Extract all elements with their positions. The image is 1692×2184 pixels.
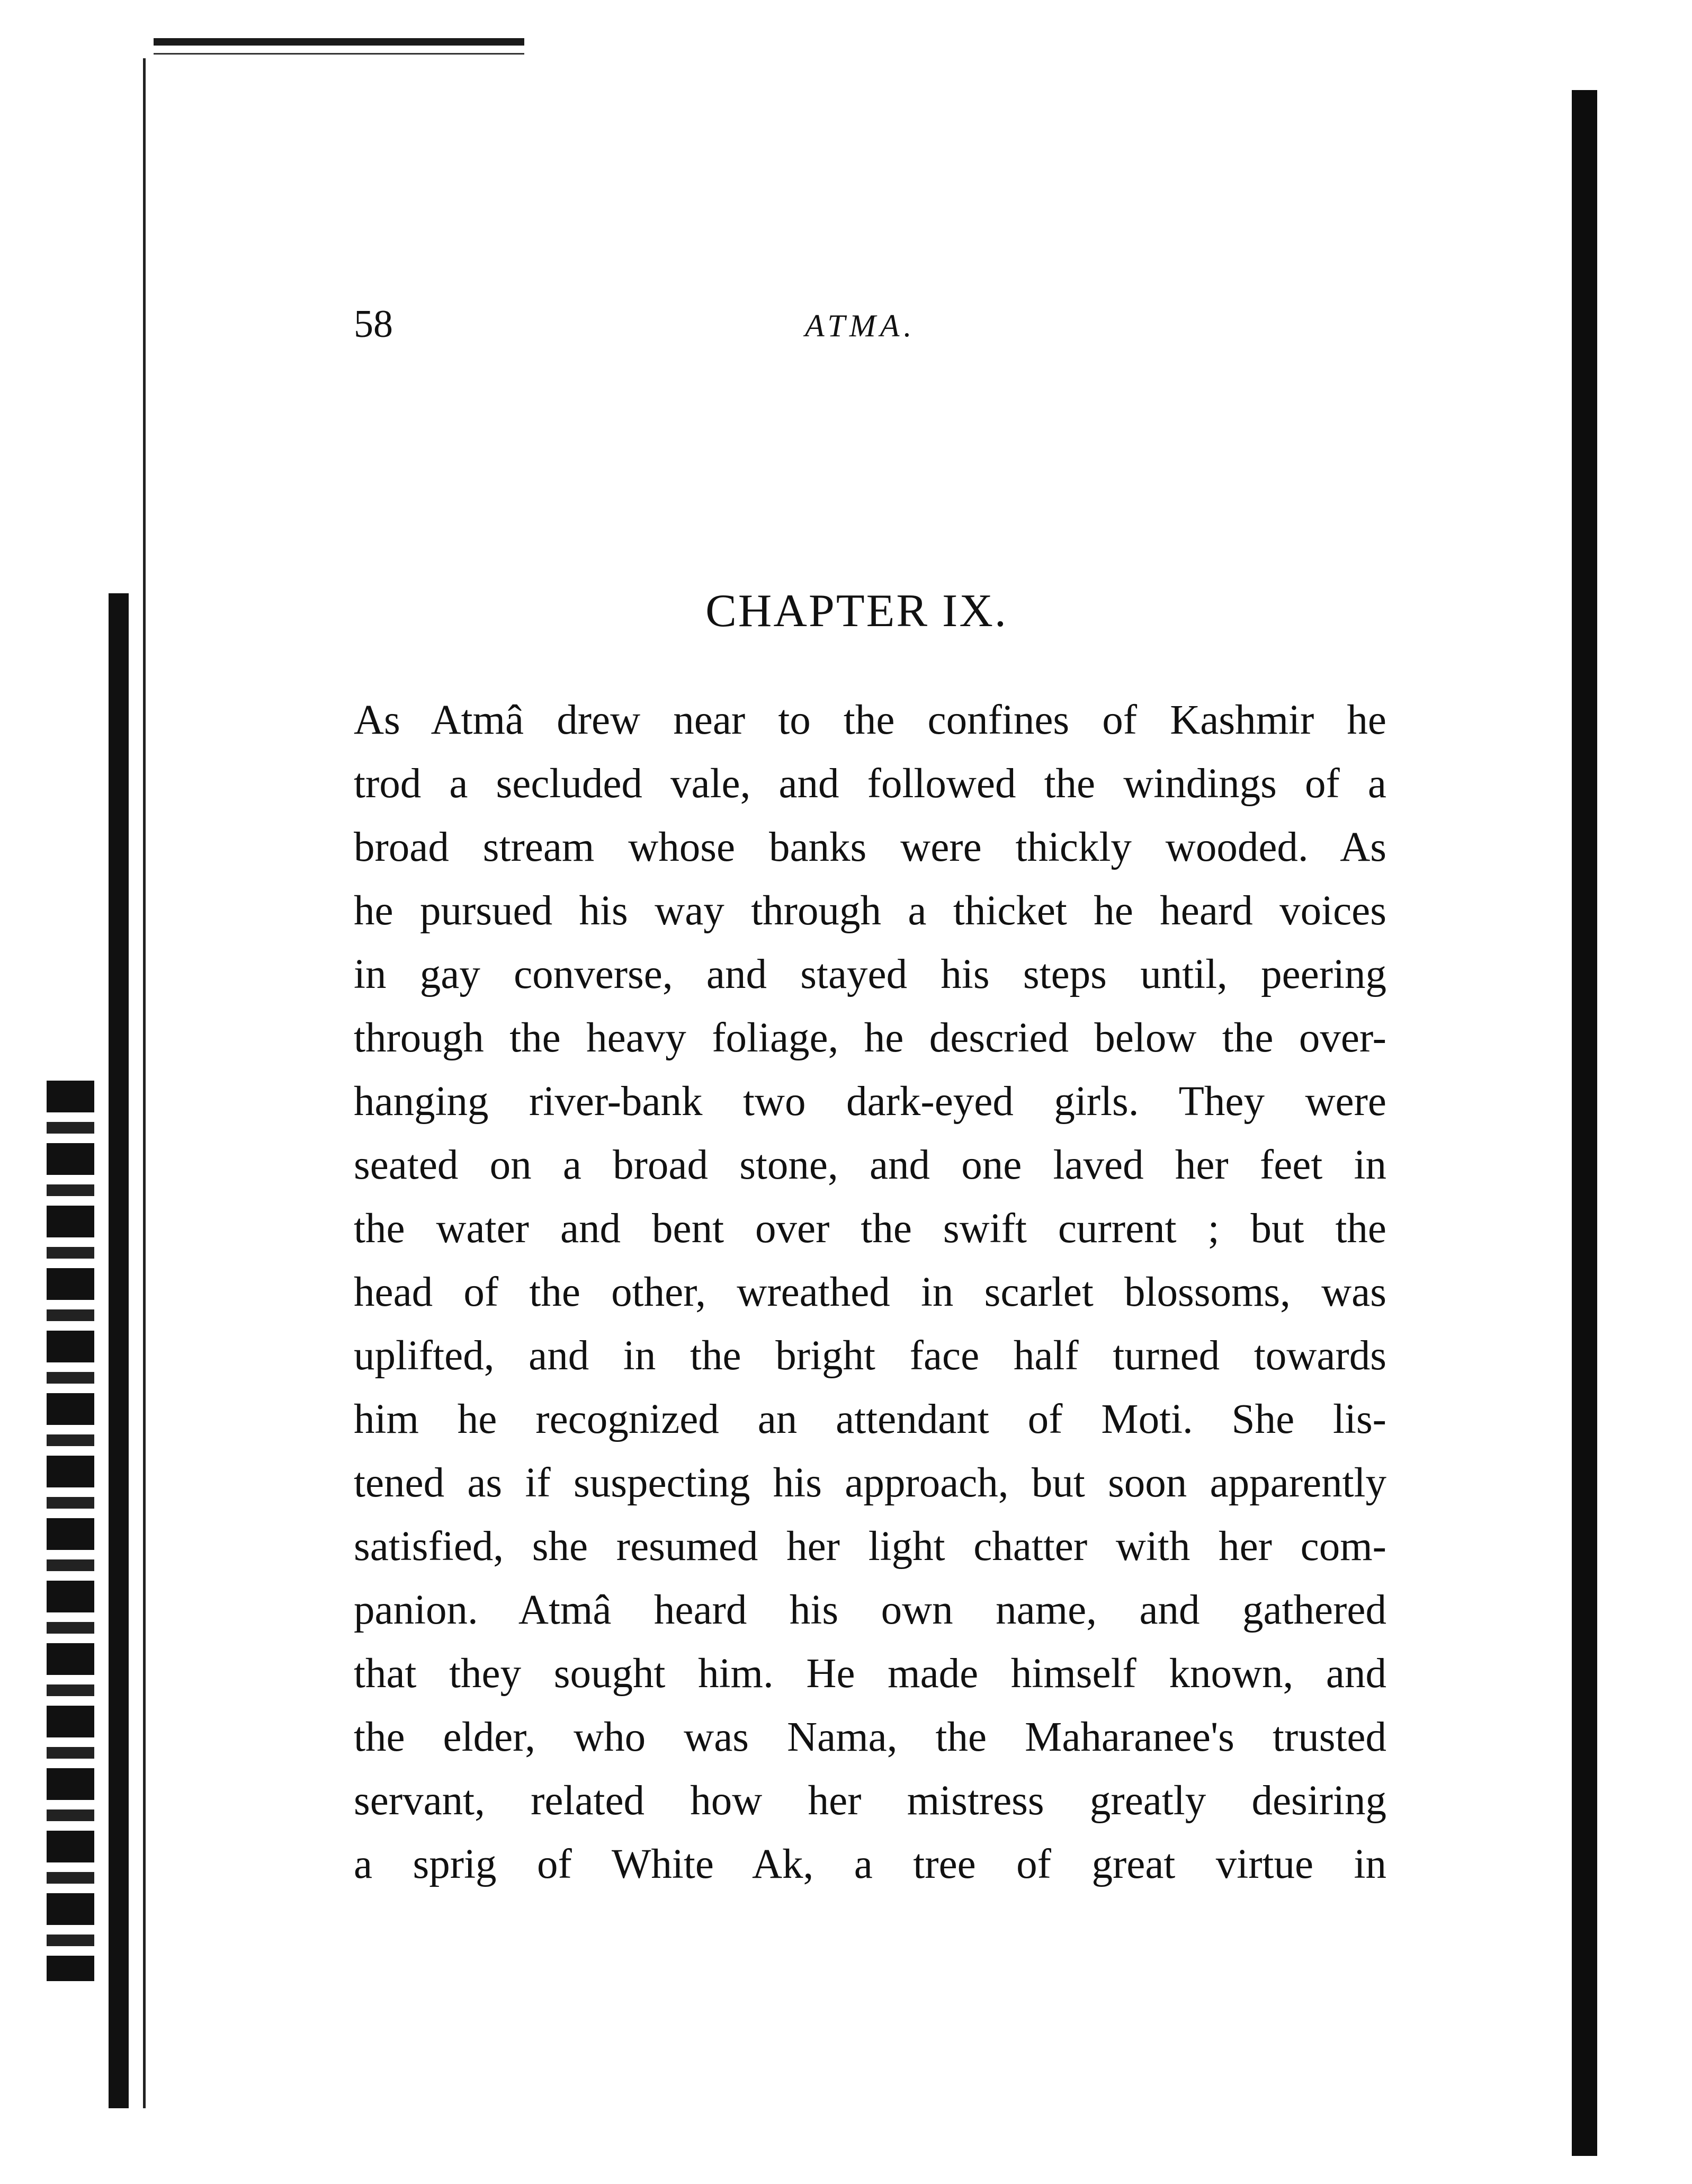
page-number: 58 [354, 302, 393, 346]
text-line: the elder, who was Nama, the Maharanee's trusted [354, 1714, 1386, 1760]
text-line: in gay converse, and stayed his steps until, peering [354, 951, 1386, 997]
scan-edge-left-line [143, 58, 146, 2108]
text-line: servant, related how her mistress greatly desiring [354, 1778, 1386, 1824]
text-line: that they sought him. He made himself known, and [354, 1651, 1386, 1697]
scan-edge-left-bars [47, 1081, 94, 1981]
text-line: As Atmâ drew near to the confines of Kashmir he [354, 697, 1386, 743]
text-line: him he recognized an attendant of Moti. She lis- [354, 1396, 1386, 1442]
text-line: satisfied, she resumed her light chatter with her com- [354, 1523, 1386, 1570]
scan-edge-left [109, 593, 129, 2108]
text-line: tened as if suspecting his approach, but soon apparently [354, 1460, 1386, 1506]
text-line: through the heavy foliage, he descried below the over- [354, 1015, 1386, 1061]
scan-edge-top-line [154, 53, 524, 55]
text-line: seated on a broad stone, and one laved her feet in [354, 1142, 1386, 1188]
scan-edge-top [154, 38, 524, 46]
text-line: broad stream whose banks were thickly wooded. As [354, 824, 1386, 870]
text-line: head of the other, wreathed in scarlet blossoms, was [354, 1269, 1386, 1315]
text-line: hanging river-bank two dark-eyed girls. They were [354, 1078, 1386, 1125]
body-text [354, 689, 1386, 1896]
text-line: the water and bent over the swift current ; but the [354, 1206, 1386, 1252]
scan-edge-right [1572, 90, 1597, 2156]
text-line: he pursued his way through a thicket he heard voices [354, 888, 1386, 934]
running-head: ATMA. [805, 308, 916, 343]
text-line: panion. Atmâ heard his own name, and gathered [354, 1587, 1386, 1633]
text-line: uplifted, and in the bright face half turned towards [354, 1333, 1386, 1379]
text-line: trod a secluded vale, and followed the windings of a [354, 761, 1386, 807]
chapter-title: CHAPTER IX. [705, 585, 1008, 637]
text-line: a sprig of White Ak, a tree of great virtue in [354, 1841, 1386, 1887]
